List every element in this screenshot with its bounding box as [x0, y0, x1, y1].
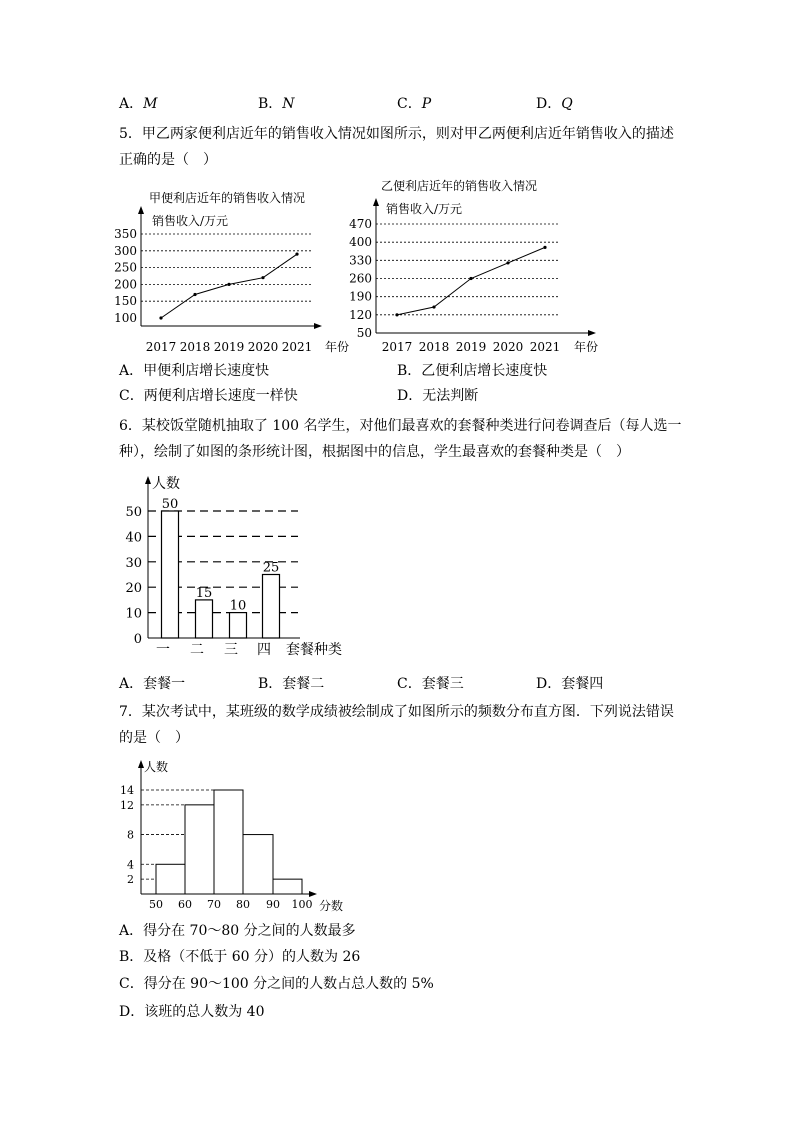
x-tick-label: 2020: [492, 340, 524, 354]
option-letter: C．: [397, 96, 422, 112]
chart-score-x-arrow: [309, 891, 317, 897]
chart-jia-title: 甲便利店近年的销售收入情况: [149, 191, 306, 205]
chart-jia-ylabel: 销售收入/万元: [152, 214, 229, 228]
chart-yi-title: 乙便利店近年的销售收入情况: [381, 179, 538, 193]
q5-stem-line1: 5．甲乙两家便利店近年的销售收入情况如图所示，则对甲乙两便利店近年销售收入的描述: [119, 126, 674, 142]
y-tick-label: 2: [127, 873, 134, 887]
y-tick-label: 150: [114, 294, 137, 309]
x-tick-label: 2017: [381, 340, 413, 354]
q6-option-c: C．套餐三: [397, 676, 464, 692]
q6-stem-line2: 种），绘制了如图的条形统计图，根据图中的信息，学生最喜欢的套餐种类是（ ）: [119, 444, 630, 460]
option-value: M: [143, 96, 158, 112]
x-tick-label: 2020: [247, 340, 279, 354]
q5-option-c: C．两便利店增长速度一样快: [119, 388, 298, 404]
y-tick-label: 350: [114, 227, 137, 241]
y-tick-label: 120: [349, 307, 372, 322]
y-tick-label: 50: [356, 326, 372, 340]
y-tick-label: 400: [349, 235, 372, 250]
q6-stem-line1: 6．某校饭堂随机抽取了 100 名学生，对他们最喜欢的套餐种类进行问卷调查后（每人选一: [119, 418, 682, 434]
histogram-bar: [243, 835, 273, 894]
bar-value-label: 10: [229, 598, 247, 614]
x-tick-label: 50: [149, 898, 163, 911]
q7-option-b: B．及格（不低于 60 分）的人数为 26: [119, 949, 361, 965]
q7-stem-line2: 的是（ ）: [119, 730, 189, 746]
q7-option-c: C．得分在 90～100 分之间的人数占总人数的 5%: [119, 976, 434, 992]
option-letter: D．: [536, 96, 562, 112]
x-tick-label: 100: [291, 898, 313, 911]
y-tick-label: 10: [125, 606, 142, 622]
q6-option-d: D．套餐四: [536, 676, 604, 692]
q5-option-a: A．甲便利店增长速度快: [119, 363, 270, 379]
x-tick-label: 三: [224, 642, 238, 658]
x-tick-label: 2018: [179, 340, 211, 354]
y-tick-label: 250: [114, 260, 137, 275]
option-value: N: [282, 96, 295, 112]
q6-option-a: A．套餐一: [119, 676, 186, 692]
chart-jia-xlabel: 年份: [325, 340, 350, 354]
bar-value-label: 15: [195, 585, 213, 601]
q7-stem-line1: 7．某次考试中，某班级的数学成绩被绘制成了如图所示的频数分布直方图．下列说法错误: [119, 704, 674, 720]
chart-meal-xlabel: 套餐种类: [286, 642, 342, 658]
x-tick-label: 60: [178, 898, 192, 911]
bar-value-label: 50: [161, 497, 179, 512]
chart-yi-xlabel: 年份: [574, 340, 599, 354]
y-tick-label: 330: [349, 253, 372, 268]
histogram-bar: [273, 879, 302, 894]
y-tick-label: 4: [127, 858, 134, 872]
histogram-bar: [185, 805, 214, 894]
q5-stem-line2: 正确的是（ ）: [119, 152, 217, 168]
y-tick-label: 200: [114, 277, 137, 292]
x-tick-label: 二: [190, 642, 204, 658]
x-tick-label: 2017: [145, 340, 177, 354]
option-value: P: [421, 96, 432, 112]
bar-value-label: 25: [262, 560, 280, 576]
x-tick-label: 2019: [213, 340, 245, 354]
q5-option-d: D．无法判断: [397, 388, 479, 404]
histogram-bar: [156, 864, 185, 894]
chart-score-xlabel: 分数: [319, 899, 344, 913]
q6-option-b: B．套餐二: [258, 676, 325, 692]
y-tick-label: 100: [114, 311, 137, 325]
x-tick-label: 一: [156, 642, 170, 658]
y-tick-label: 260: [349, 271, 372, 286]
y-tick-label: 12: [120, 798, 134, 812]
x-tick-label: 2021: [529, 340, 561, 354]
chart-yi-ylabel: 销售收入/万元: [386, 202, 463, 216]
y-tick-label: 40: [125, 530, 142, 546]
option-letter: B．: [258, 96, 283, 112]
y-tick-label: 470: [349, 217, 372, 231]
option-letter: A．: [119, 96, 144, 112]
x-tick-label: 90: [266, 898, 280, 911]
histogram-bar: [214, 790, 243, 894]
x-tick-label: 80: [236, 898, 250, 911]
y-tick-label: 30: [125, 555, 142, 571]
x-tick-label: 70: [207, 898, 221, 911]
y-tick-label: 50: [125, 505, 142, 520]
y-tick-label: 190: [349, 289, 372, 304]
q5-option-b: B．乙便利店增长速度快: [397, 363, 548, 379]
chart-meal-ylabel: 人数: [152, 476, 180, 492]
q7-option-a: A．得分在 70～80 分之间的人数最多: [119, 923, 356, 939]
q7-option-d: D．该班的总人数为 40: [119, 1004, 265, 1020]
x-tick-label: 2018: [418, 340, 450, 354]
y-tick-label: 0: [133, 632, 142, 647]
y-tick-label: 14: [120, 784, 134, 797]
option-value: Q: [561, 96, 573, 112]
y-tick-label: 20: [125, 581, 142, 597]
y-tick-label: 300: [114, 243, 137, 258]
x-tick-label: 2019: [455, 340, 487, 354]
chart-score-ylabel: 人数: [144, 760, 169, 774]
y-tick-label: 8: [127, 828, 134, 842]
x-tick-label: 四: [257, 642, 271, 658]
x-tick-label: 2021: [281, 340, 313, 354]
